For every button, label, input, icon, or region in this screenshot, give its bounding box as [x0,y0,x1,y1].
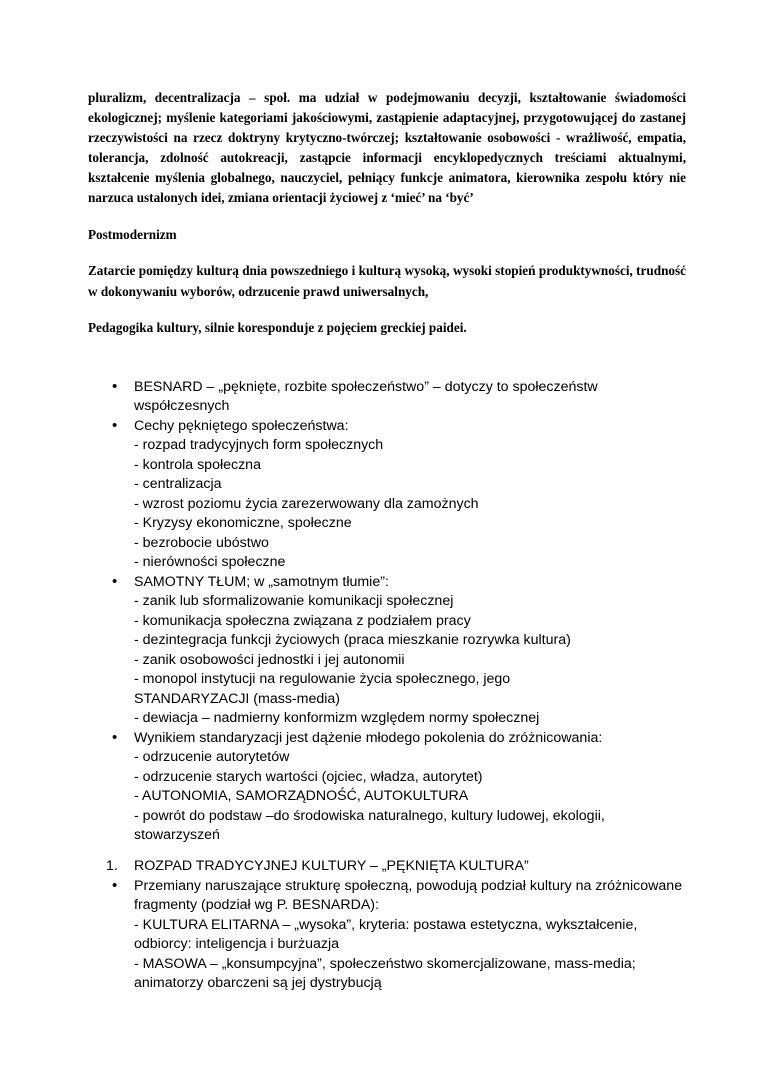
list-subline: - centralizacja [134,476,222,493]
bullet-list-main [88,378,686,846]
list-subline: - bezrobocie ubóstwo [134,534,269,551]
list-item [88,378,686,417]
intro-paragraph: pluralizm, decentralizacja – społ. ma udział w podejmowaniu decyzji, kształtowanie świadomości ekologicznej; myślenie kategoriami jakościowymi, zastąpienie adaptacyjnej, przygotowującej do zastanej rzeczywistości na rzecz doktryny krytyczno-twórczej; kształtowanie osobowości - wrażliwość, empatia, tolerancja, zdolność autokreacji, zastąpcie informacji encyklopedycznych treściami aktualnymi, kształcenie myślenia globalnego, nauczyciel, pełniący funkcje animatora, kierownika zespołu który nie narzuca ustalonych idei, zmiana orientacji życiowej z ‘mieć’ na ‘być’ [88,90,686,206]
list-subline: - AUTONOMIA, SAMORZĄDNOŚĆ, AUTOKULTURA [134,788,469,805]
bullet-list-after [88,877,686,994]
paragraph-zatarcie: Zatarcie pomiędzy kulturą dnia powszedniego i kulturą wysoką, wysoki stopień produktywności, trudność w dokonywaniu wyborów, odrzucenie prawd uniwersalnych, [88,263,686,299]
spacer [88,208,686,225]
list-item-text: SAMOTNY TŁUM; w „samotnym tłumie”: [134,573,389,590]
list-subline: - odrzucenie starych wartości (ojciec, władza, autorytet) [134,768,483,785]
list-subline: - nierówności społeczne [134,554,286,571]
list-subline: - dewiacja – nadmierny konformizm względem normy społecznej [134,710,540,727]
list-subline: - odrzucenie autorytetów [134,749,290,766]
spacer [88,302,686,318]
list-subline: - powrót do podstaw –do środowiska naturalnego, kultury ludowej, ekologii, stowarzyszeń [134,807,605,844]
list-subline: - Kryzysy ekonomiczne, społeczne [134,515,352,532]
list-subline: - zanik osobowości jednostki i jej autonomii [134,651,405,668]
list-subline: - zanik lub sformalizowanie komunikacji społecznej [134,593,454,610]
list-item [88,573,686,729]
list-subline: - kontrola społeczna [134,456,261,473]
numbered-list [88,857,686,877]
spacer [88,846,686,857]
list-subline: STANDARYZACJI (mass-media) [134,690,341,707]
list-subline: - monopol instytucji na regulowanie życia społecznego, jego [134,671,511,688]
list-item-text: Przemiany naruszające strukturę społeczną, powodują podział kultury na zróżnicowane fragmenty (podział wg P. BESNARDA): [134,877,683,914]
list-subline: - rozpad tradycyjnych form społecznych [134,437,384,454]
list-item-text: BESNARD – „pęknięte, rozbite społeczeństwo” – dotyczy to społeczeństw współczesnych [134,378,598,415]
list-item [88,857,686,877]
list-subline: - dezintegracja funkcji życiowych (praca mieszkanie rozrywka kultura) [134,632,571,649]
list-item [88,729,686,846]
list-item-text: ROZPAD TRADYCYJNEJ KULTURY – „PĘKNIĘTA KULTURA” [134,858,529,874]
paragraph-pedagogika: Pedagogika kultury, silnie koresponduje z pojęciem greckiej paidei. [88,319,467,335]
list-subline: - komunikacja społeczna związana z podziałem pracy [134,612,471,629]
list-item [88,417,686,573]
list-item [88,877,686,994]
heading-postmodernizm: Postmodernizm [88,227,177,243]
list-subline: - MASOWA – „konsumpcyjna”, społeczeństwo skomercjalizowane, mass-media; animatorzy obarczeni są jej dystrybucją [134,955,636,992]
list-subline: - KULTURA ELITARNA – „wysoka”, kryteria: postawa estetyczna, wykształcenie, odbiorcy: inteligencja i burżuazja [134,916,638,953]
list-item-text: Wynikiem standaryzacji jest dążenie młodego pokolenia do zróżnicowania: [134,729,603,746]
list-subline: - wzrost poziomu życia zarezerwowany dla zamożnych [134,495,479,512]
spacer [88,338,686,378]
spacer [88,245,686,261]
list-item-text: Cechy pękniętego społeczeństwa: [134,417,349,434]
